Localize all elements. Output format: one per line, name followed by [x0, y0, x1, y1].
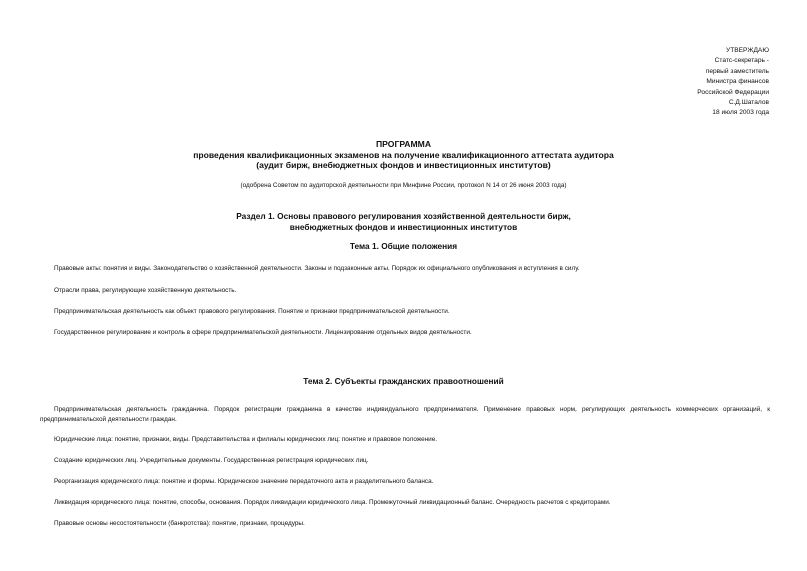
theme-2-paragraph: Ликвидация юридического лица: понятие, способы, основания. Порядок ликвидации юридического лица. Промежуточный ликвидационный баланс. Очередность расчетов с кредиторами. — [54, 499, 611, 506]
theme-1-paragraph: Предпринимательская деятельность как объект правового регулирования. Понятие и признаки предпринимательской деятельности. — [54, 308, 450, 315]
section-1-title — [0, 211, 807, 233]
approval-ministry: Министра финансов — [706, 78, 769, 86]
theme-1-title: Тема 1. Общие положения — [349, 241, 458, 251]
theme-1-paragraph: Государственное регулирование и контроль в сфере предпринимательской деятельности. Лицензирование отдельных видов деятельности. — [54, 329, 472, 336]
theme-2-paragraph: Юридические лица: понятие, признаки, виды. Представительства и филиалы юридических лиц: понятие и правовое положение. — [54, 436, 438, 443]
section-1-title-line-1: Раздел 1. Основы правового регулирования хозяйственной деятельности бирж, — [236, 211, 571, 221]
theme-1-paragraph: Правовые акты: понятия и виды. Законодательство о хозяйственной деятельности. Законы и подзаконные акты. Порядок их официального опубликования и вступления в силу. — [54, 265, 580, 272]
section-1-title-line-2: внебюджетных фондов и инвестиционных институтов — [289, 222, 518, 232]
theme-2-paragraph: Создание юридических лиц. Учредительные документы. Государственная регистрация юридических лиц. — [54, 457, 369, 464]
theme-2-paragraph: Реорганизация юридического лица: понятие и формы. Юридическое значение передаточного акта и разделительного баланса. — [54, 478, 434, 485]
theme-2-title: Тема 2. Субъекты гражданских правоотношений — [303, 376, 504, 386]
approved-note: (одобрена Советом по аудиторской деятельности при Минфине России, протокол N 14 от 26 июня 2003 года) — [240, 182, 567, 189]
title-subtitle: проведения квалификационных экзаменов на получение квалификационного аттестата аудитора — [193, 149, 614, 160]
approval-position-2: первый заместитель — [705, 67, 769, 75]
theme-2-paragraph: Предпринимательская деятельность гражданина. Порядок регистрации гражданина в качестве индивидуального предпринимателя. Применение правовых норм, регулирующих деятельность коммерческих организаций, к предпринимательской деятельности граждан. — [40, 406, 770, 423]
approval-country: Российской Федерации — [697, 88, 769, 96]
theme-1-paragraph: Отрасли права, регулирующие хозяйственную деятельность. — [54, 287, 237, 294]
theme-2-paragraph: Правовые основы несостоятельности (банкротства): понятие, признаки, процедуры. — [54, 520, 305, 527]
approval-heading: УТВЕРЖДАЮ — [726, 47, 769, 54]
approval-block — [697, 46, 769, 119]
approval-signatory: С.Д.Шаталов — [728, 99, 769, 107]
title-scope: (аудит бирж, внебюджетных фондов и инвестиционных институтов) — [256, 160, 551, 170]
approval-date: 18 июля 2003 года — [712, 109, 769, 117]
document-title — [0, 139, 807, 171]
approval-position: Статс-секретарь - — [714, 57, 769, 65]
title-main: ПРОГРАММА — [375, 139, 432, 149]
